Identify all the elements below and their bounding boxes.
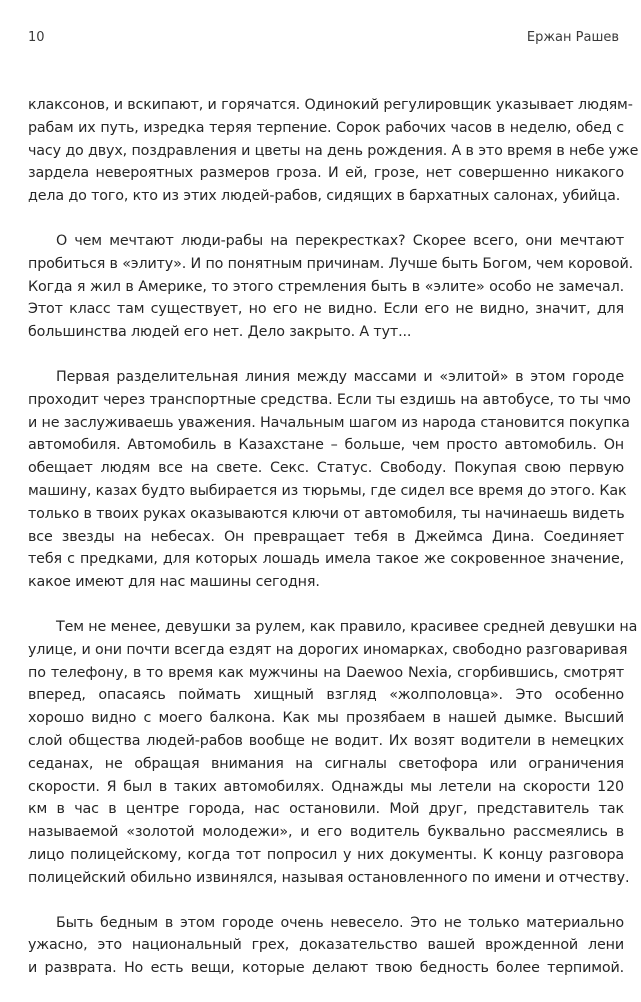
page-number: 10 — [28, 30, 45, 45]
text-line: Первая разделительная линия между массами и «элитой» в этом городе — [56, 368, 624, 385]
page-header — [28, 30, 619, 50]
paragraph-4 — [28, 616, 638, 890]
text-line: обещает людям все на свете. Секс. Статус. Свободу. Покупая свою первую — [28, 460, 624, 477]
text-line: хорошо видно с моего балкона. Как мы прозябаем в нашей дымке. Высший — [28, 710, 624, 727]
text-line: автомобиля. Автомобиль в Казахстане – больше, чем просто автомобиль. Он — [28, 437, 624, 454]
text-line: полицейский обильно извинялся, называя остановленного по имени и отчеству. — [28, 869, 630, 886]
text-line: зардела невероятных размеров гроза. И ей, грозе, нет совершенно никакого — [28, 165, 624, 182]
text-line: Этот класс там существует, но его не видно. Если его не видно, значит, для — [28, 301, 624, 318]
text-line: по телефону, в то время как мужчины на Daewoo Nexia, сгорбившись, смотрят — [28, 664, 624, 681]
text-line: и разврата. Но есть вещи, которые делают твою бедность более терпимой. — [28, 960, 624, 977]
text-line: Быть бедным в этом городе очень невесело. Это не только материально — [56, 914, 624, 931]
body-text — [28, 94, 639, 1002]
text-line: клаксонов, и вскипают, и горячатся. Одинокий регулировщик указывает людям- — [28, 97, 633, 113]
text-line: дела до того, кто из этих людей-рабов, сидящих в бархатных салонах, убийца. — [28, 188, 621, 205]
text-line: слой общества людей-рабов вообще не водит. Их возят водители в немецких — [28, 732, 624, 749]
text-line: большинства людей его нет. Дело закрыто. А тут... — [28, 324, 412, 341]
text-line: рабам их путь, изредка теряя терпение. Сорок рабочих часов в неделю, обед с — [28, 119, 624, 136]
text-line: называемой «золотой молодежи», и его водитель буквально рассмеялись в — [28, 824, 624, 841]
text-line: Тем не менее, девушки за рулем, как правило, красивее средней девушки на — [56, 618, 638, 635]
text-line: машину, казах будто выбирается из тюрьмы, где сидел все время до этого. Как — [28, 482, 627, 499]
text-line: часу до двух, поздравления и цветы на день рождения. А в это время в небе уже — [28, 142, 639, 159]
running-title: Ержан Рашев — [526, 30, 619, 45]
text-line: О чем мечтают люди-рабы на перекрестках? Скорее всего, они мечтают — [56, 232, 624, 249]
text-line: все звезды на небесах. Он превращает тебя в Джеймса Дина. Соединяет — [28, 528, 624, 545]
text-line: Когда я жил в Америке, то этого стремления быть в «элите» особо не замечал. — [28, 278, 624, 295]
text-line: лицо полицейскому, когда тот попросил у них документы. К концу разговора — [28, 846, 624, 863]
text-line: ужасно, это национальный грех, доказательство вашей врожденной лени — [28, 937, 624, 954]
text-line: улице, и они почти всегда ездят на дорогих иномарках, свободно разговаривая — [28, 641, 628, 658]
text-line: какое имеют для нас машины сегодня. — [28, 574, 320, 591]
text-line: только в твоих руках оказываются ключи от автомобиля, ты начинаешь видеть — [28, 505, 625, 522]
paragraph-5 — [28, 912, 624, 980]
paragraph-3 — [28, 366, 631, 594]
paragraph-2 — [28, 230, 634, 344]
text-line: км в час в центре города, нас остановили. Мой друг, представитель так — [28, 801, 624, 818]
text-line: вперед, опасаясь поймать хищный взгляд «жолполовца». Это особенно — [28, 687, 624, 704]
text-line: тебя с предками, для которых лошадь имела такое же сокровенное значение, — [28, 551, 624, 568]
paragraph-1 — [28, 94, 639, 208]
text-line: и не заслуживаешь уважения. Начальным шагом из народа становится покупка — [28, 414, 630, 431]
text-line: проходит через транспортные средства. Если ты ездишь на автобусе, то ты чмо — [28, 391, 631, 408]
text-line: седанах, не обращая внимания на сигналы светофора или ограничения — [28, 755, 624, 772]
text-line: скорости. Я был в таких автомобилях. Однажды мы летели на скорости 120 — [28, 778, 624, 795]
text-line: пробиться в «элиту». И по понятным причинам. Лучше быть Богом, чем коровой. — [28, 255, 634, 272]
